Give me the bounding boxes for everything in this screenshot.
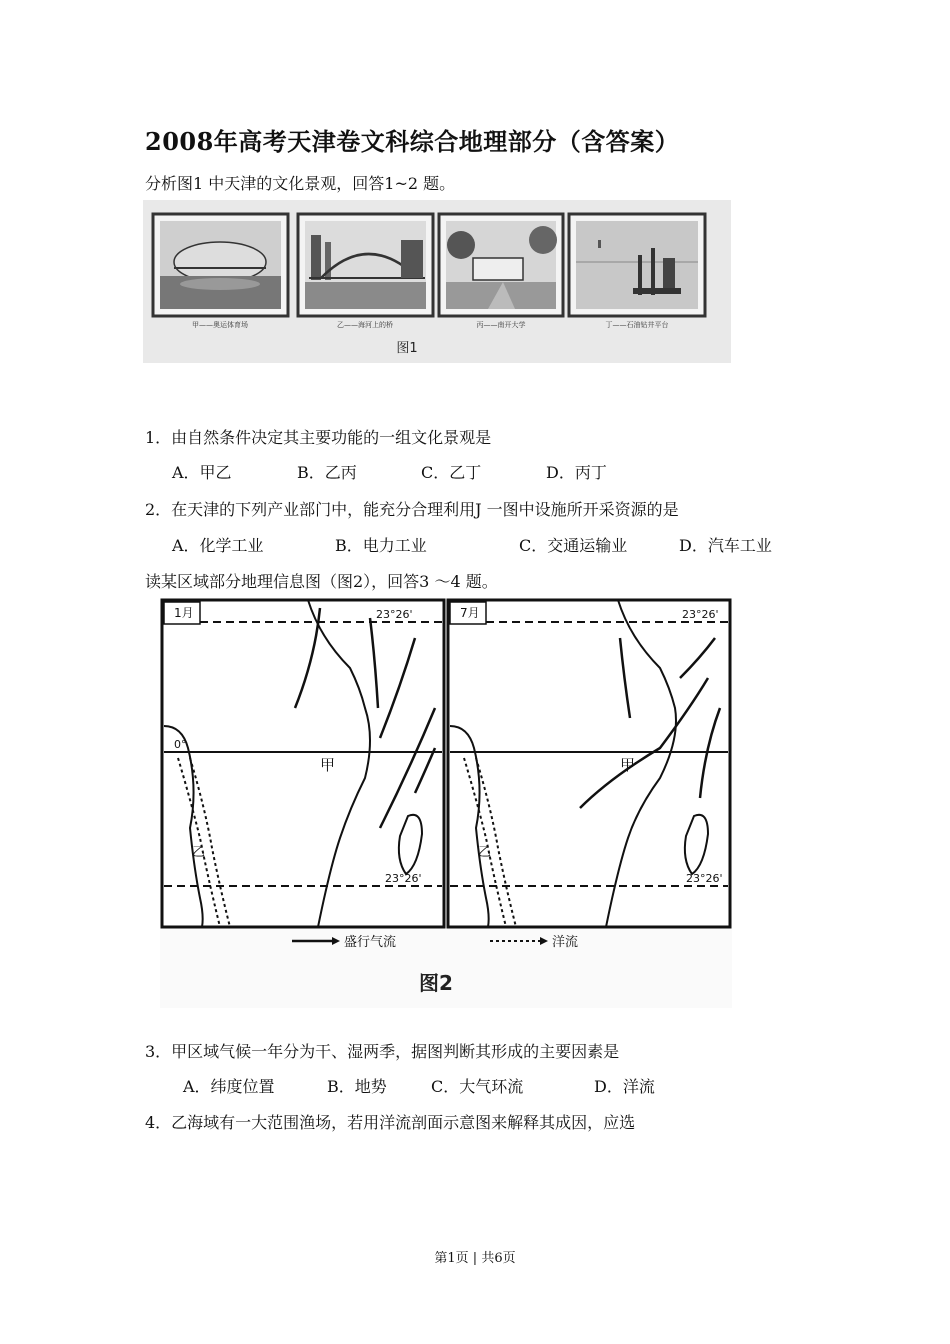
region-yi-left: 乙: [192, 845, 206, 860]
latitude-south-label-right: 23°26': [686, 872, 723, 885]
latitude-south-label-left: 23°26': [385, 872, 422, 885]
latitude-north-label-right: 23°26': [682, 608, 719, 621]
figure-1-illustration: [143, 200, 731, 363]
photo-bridge: [298, 214, 433, 316]
legend-current-label: 洋流: [552, 935, 579, 950]
month-label-january: 1月: [174, 606, 194, 620]
page-footer: 第1页 | 共6页: [434, 1251, 516, 1266]
latitude-north-label-left: 23°26': [376, 608, 413, 621]
map-panel-july: [448, 600, 730, 927]
region-jia-left: 甲: [320, 756, 336, 774]
q2-option-b: B．电力工业: [335, 536, 427, 555]
figure-2: [160, 598, 732, 1008]
photo-oil-platform: [569, 214, 705, 316]
figure-1-label: 图1: [396, 341, 418, 356]
q3-option-a: A．纬度位置: [183, 1077, 275, 1096]
q2-stem: 2．在天津的下列产业部门中，能充分合理利用J 一图中设施所开采资源的是: [145, 500, 679, 519]
q3-option-b: B．地势: [327, 1077, 387, 1096]
equator-label: 0°: [174, 738, 187, 751]
intro-q1-2: 分析图1 中天津的文化景观，回答1~2 题。: [145, 174, 456, 193]
figure-2-legend: [292, 934, 578, 950]
q4-stem: 4．乙海域有一大范围渔场，若用洋流剖面示意图来解释其成因，应选: [145, 1113, 636, 1132]
q1-stem: 1．由自然条件决定其主要功能的一组文化景观是: [145, 428, 492, 447]
q1-option-b: B．乙丙: [297, 463, 357, 482]
figure-1: [143, 200, 731, 363]
q2-option-d: D．汽车工业: [679, 536, 772, 555]
region-jia-right: 甲: [620, 756, 636, 774]
region-yi-right: 乙: [478, 845, 492, 860]
caption-ding: 丁——石油钻井平台: [605, 321, 669, 329]
q1-option-d: D．丙丁: [546, 463, 607, 482]
q1-option-a: A．甲乙: [172, 463, 232, 482]
photo-stadium: [153, 214, 288, 316]
q1-option-c: C．乙丁: [421, 463, 482, 482]
photo-campus: [439, 214, 563, 316]
q3-option-d: D．洋流: [594, 1077, 655, 1096]
q3-stem: 3．甲区域气候一年分为干、湿两季，据图判断其形成的主要因素是: [145, 1042, 620, 1061]
month-label-july: 7月: [460, 606, 480, 620]
q2-option-a: A．化学工业: [172, 536, 264, 555]
caption-bing: 丙——南开大学: [476, 321, 526, 329]
caption-yi: 乙——海河上的桥: [337, 321, 393, 329]
q3-option-c: C．大气环流: [431, 1077, 524, 1096]
figure-2-label: 图2: [419, 971, 453, 995]
map-panel-january: [162, 600, 444, 927]
q2-option-c: C．交通运输业: [519, 536, 628, 555]
figure-2-map: [160, 598, 732, 1008]
caption-jia: 甲——奥运体育场: [192, 321, 248, 329]
page-title: 2008年高考天津卷文科综合地理部分（含答案）: [145, 127, 680, 156]
legend-wind-label: 盛行气流: [344, 935, 397, 950]
intro-q3-4: 读某区域部分地理信息图（图2），回答3 ～4 题。: [145, 572, 498, 591]
